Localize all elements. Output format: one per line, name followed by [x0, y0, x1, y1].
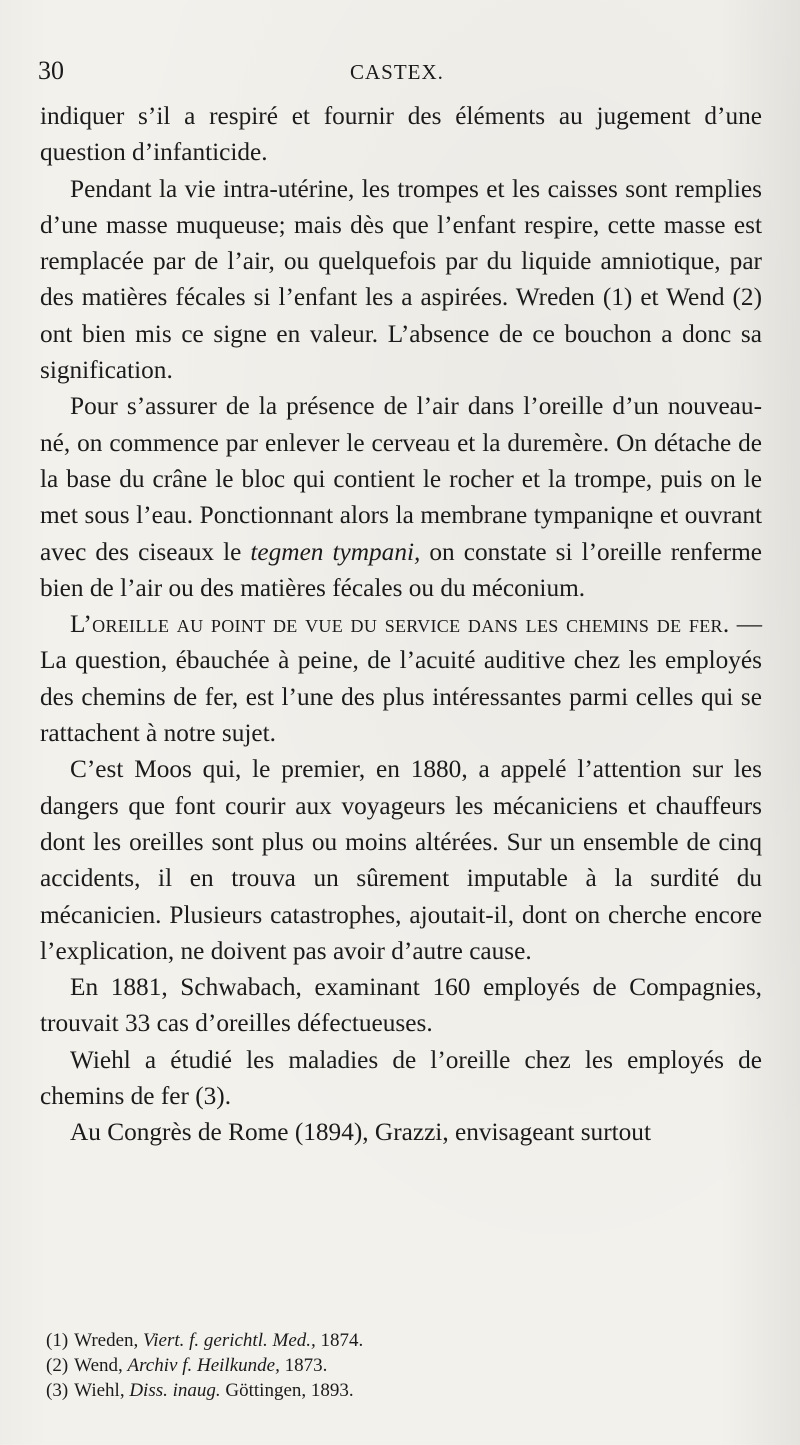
running-head: CASTEX.	[350, 60, 444, 84]
footnote-title: Diss. inaug.	[129, 1380, 221, 1401]
paragraph: Au Congrès de Rome (1894), Grazzi, envisageant surtout	[70, 1118, 651, 1147]
section-heading: L’oreille au point de vue du service dans les chemins de fer.	[70, 610, 730, 639]
paragraph-text: Pour s’assurer de la présence de l’air dans l’oreille d’un nouveau-né, on commence par enlever le cerveau et la duremère. On détache de la base du crâne le bloc qui contient le rocher et la trompe, puis on le met sous l’eau. Ponctionnant alors la membrane tympaniqne et ouvrant avec des ciseaux le	[40, 392, 762, 566]
footnote	[46, 1328, 746, 1353]
footnote-author: Wend,	[74, 1355, 123, 1376]
footnote-rest: 1874.	[320, 1330, 364, 1351]
page-header	[38, 56, 758, 92]
footnote-author: Wiehl,	[74, 1380, 125, 1401]
footnote-title: Viert. f. gerichtl. Med.,	[143, 1330, 316, 1351]
paragraph: Pendant la vie intra-utérine, les trompes et les caisses sont remplies d’une masse muqueuse; mais dès que l’enfant respire, cette masse est remplacée par de l’air, ou quelquefois par du liquide amniotique, par des matières fécales si l’enfant les a aspirées. Wreden (1) et Wend (2) ont bien mis ce signe en valeur. L’absence de ce bouchon a donc sa signification.	[40, 174, 762, 385]
paragraph: En 1881, Schwabach, examinant 160 employés de Compagnies, trouvait 33 cas d’oreilles défectueuses.	[40, 973, 762, 1038]
paragraph: indiquer s’il a respiré et fournir des éléments au jugement d’une question d’infanticide.	[40, 102, 762, 167]
body-text	[40, 98, 762, 1151]
footnote	[46, 1378, 746, 1403]
footnote-author: Wreden,	[74, 1330, 139, 1351]
footnote-rest: 1873.	[284, 1355, 328, 1376]
footnote-rest: Göttingen, 1893.	[225, 1380, 354, 1401]
paragraph-text: — La question, ébauchée à peine, de l’acuité auditive chez les employés des chemins de fer, est l’une des plus intéressantes parmi celles qui se rattachent à notre sujet.	[40, 610, 762, 748]
italic-term: tegmen tympani,	[250, 537, 421, 566]
paragraph-text: on constate si l’oreille renferme bien de l’air ou des matières fécales ou du méconium.	[40, 537, 762, 602]
footnote-title: Archiv f. Heilkunde,	[127, 1355, 280, 1376]
paragraph	[40, 388, 762, 606]
footnote-mark: (1)	[46, 1330, 69, 1351]
footnote-mark: (3)	[46, 1380, 69, 1401]
paragraph	[40, 606, 762, 751]
paragraph: Wiehl a étudié les maladies de l’oreille chez les employés de chemins de fer (3).	[40, 1045, 762, 1111]
footnote-mark: (2)	[46, 1355, 69, 1376]
footnote	[46, 1353, 746, 1378]
paragraph: C’est Moos qui, le premier, en 1880, a appelé l’attention sur les dangers que font courir aux voyageurs les mécaniciens et chauffeurs dont les oreilles sont plus ou moins altérées. Sur un ensemble de cinq accidents, il en trouva un sûrement imputable à la surdité du mécanicien. Plusieurs catastrophes, ajoutait-il, dont on cherche encore l’explication, ne doivent pas avoir d’autre cause.	[40, 755, 762, 965]
footnotes	[46, 1328, 746, 1403]
page-number: 30	[38, 56, 64, 85]
